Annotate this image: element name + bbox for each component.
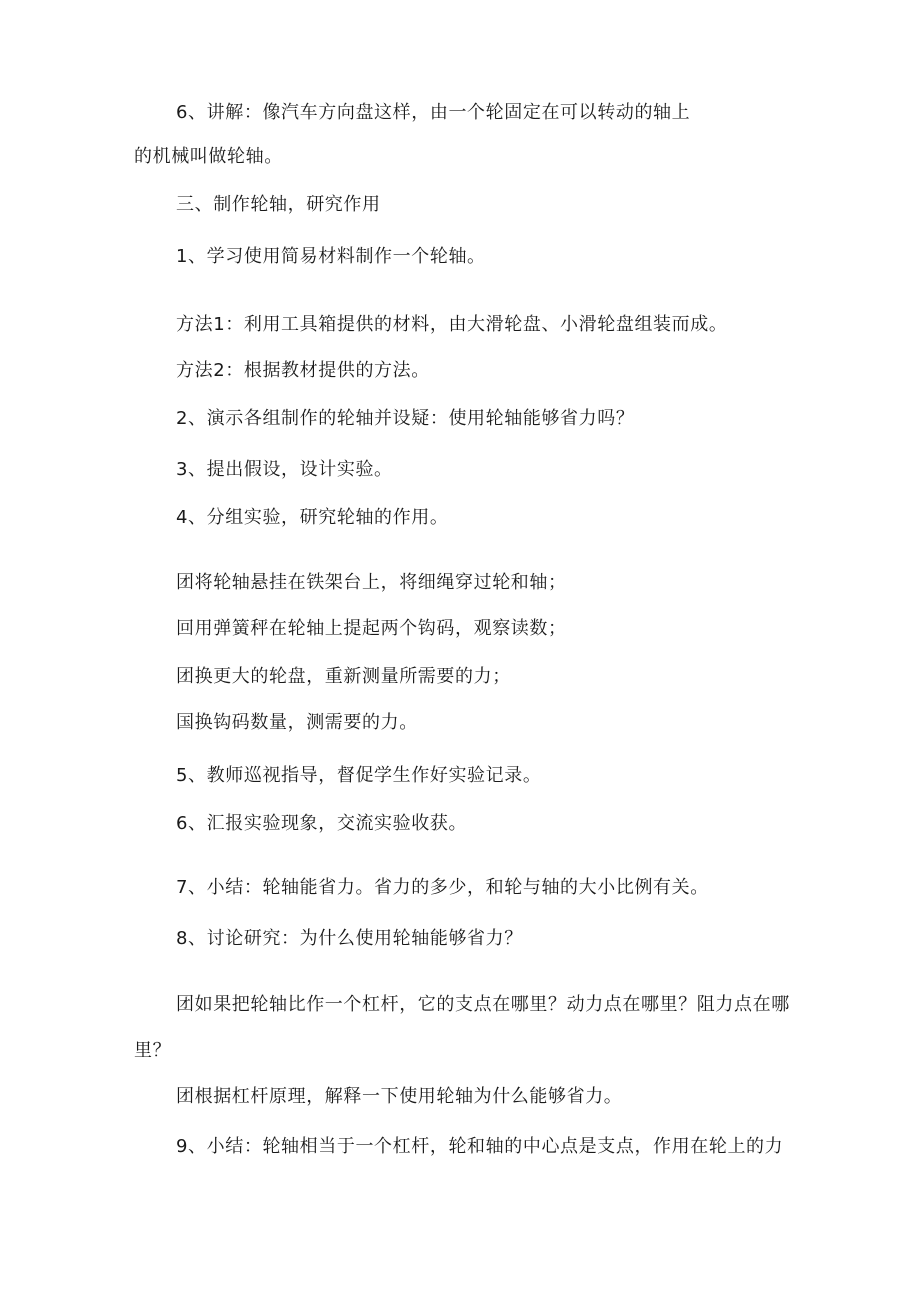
text-line: 9、小结：轮轴相当于一个杠杆，轮和轴的中心点是支点，作用在轮上的力 bbox=[176, 1136, 784, 1157]
text-line: 团根据杠杆原理，解释一下使用轮轴为什么能够省力。 bbox=[176, 1086, 623, 1107]
text-line: 7、小结：轮轴能省力。省力的多少，和轮与轴的大小比例有关。 bbox=[176, 877, 709, 898]
text-line: 3、提出假设，设计实验。 bbox=[176, 459, 393, 480]
section-heading: 三、制作轮轴，研究作用 bbox=[176, 194, 381, 215]
text-line: 8、讨论研究：为什么使用轮轴能够省力？ bbox=[176, 928, 523, 949]
text-line: 国换钩码数量，测需要的力。 bbox=[176, 712, 418, 733]
text-line: 回用弹簧秤在轮轴上提起两个钩码，观察读数； bbox=[176, 618, 567, 639]
text-line: 团换更大的轮盘，重新测量所需要的力； bbox=[176, 666, 511, 687]
text-line: 1、学习使用简易材料制作一个轮轴。 bbox=[176, 246, 486, 267]
text-line: 6、汇报实验现象，交流实验收获。 bbox=[176, 813, 468, 834]
text-line: 里？ bbox=[134, 1040, 172, 1061]
text-line: 方法2：根据教材提供的方法。 bbox=[176, 360, 430, 381]
text-line: 团将轮轴悬挂在铁架台上，将细绳穿过轮和轴； bbox=[176, 572, 567, 593]
text-line: 4、分组实验，研究轮轴的作用。 bbox=[176, 507, 449, 528]
text-line: 方法1：利用工具箱提供的材料，由大滑轮盘、小滑轮盘组装而成。 bbox=[176, 314, 728, 335]
text-line: 2、演示各组制作的轮轴并设疑：使用轮轴能够省力吗？ bbox=[176, 408, 635, 429]
text-line: 的机械叫做轮轴。 bbox=[134, 146, 283, 167]
text-line: 6、讲解：像汽车方向盘这样，由一个轮固定在可以转动的轴上 bbox=[176, 102, 691, 123]
text-line: 5、教师巡视指导，督促学生作好实验记录。 bbox=[176, 765, 542, 786]
text-line: 团如果把轮轴比作一个杠杆，它的支点在哪里？动力点在哪里？阻力点在哪 bbox=[176, 994, 790, 1015]
